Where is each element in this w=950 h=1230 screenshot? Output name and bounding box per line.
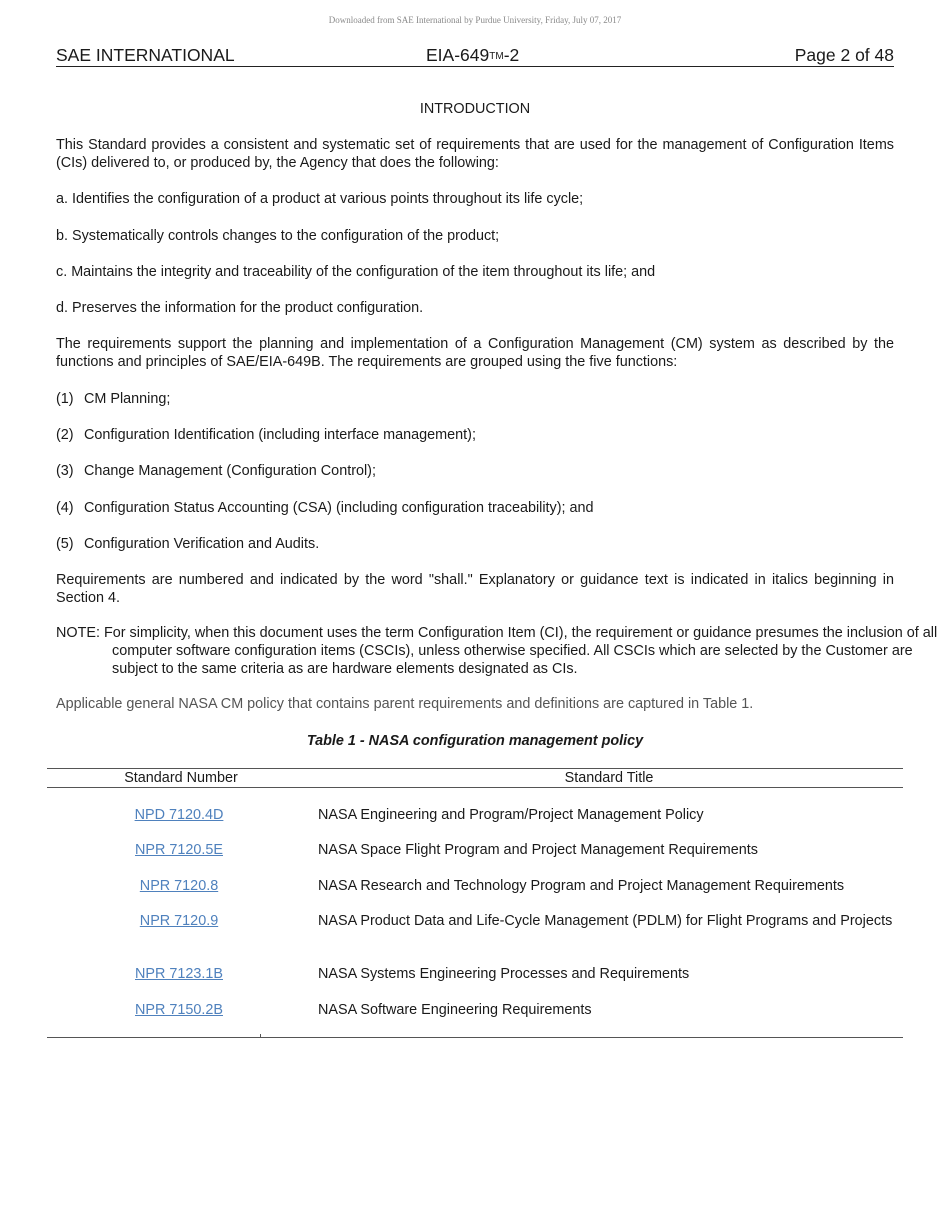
policy-table — [47, 768, 903, 1038]
standard-title: NASA Product Data and Life-Cycle Management (PDLM) for Flight Programs and Projects — [318, 913, 893, 929]
download-watermark: Downloaded from SAE International by Purdue University, Friday, July 07, 2017 — [328, 15, 622, 25]
function-item — [56, 499, 894, 517]
function-text: Configuration Verification and Audits. — [84, 536, 320, 552]
standard-title: NASA Engineering and Program/Project Management Policy — [318, 807, 704, 823]
shall-paragraph: Requirements are numbered and indicated by the word "shall." Explanatory or guidance text is indicated in italics beginning in Section 4. — [56, 572, 894, 606]
header-standard-number: Standard Number — [124, 770, 238, 786]
list-item-b: b. Systematically controls changes to the configuration of the product; — [56, 228, 500, 244]
standard-number-link[interactable]: NPD 7120.4D — [134, 807, 224, 823]
function-text: CM Planning; — [84, 391, 171, 407]
table-header-row — [47, 769, 903, 788]
function-item — [56, 390, 894, 408]
function-text: Configuration Identification (including interface management); — [84, 427, 476, 443]
list-item-a: a. Identifies the configuration of a product at various points throughout its life cycle; — [56, 191, 584, 207]
standard-number-link[interactable]: NPR 7123.1B — [135, 966, 223, 982]
function-number: (2) — [56, 427, 74, 443]
function-number: (4) — [56, 500, 74, 516]
standard-number-link[interactable]: NPR 7120.5E — [135, 842, 223, 858]
function-number: (5) — [56, 536, 74, 552]
standard-number-link[interactable]: NPR 7150.2B — [135, 1002, 223, 1018]
standard-title: NASA Space Flight Program and Project Management Requirements — [318, 842, 758, 858]
trademark-mark: TM — [489, 51, 504, 62]
function-number: (3) — [56, 463, 74, 479]
header-page-number: Page 2 of 48 — [794, 45, 894, 65]
intro-paragraph: This Standard provides a consistent and systematic set of requirements that are used for the management of Configuration Items (CIs) delivered to, or produced by, the Agency that does the following: — [56, 137, 894, 171]
requirements-paragraph: The requirements support the planning and implementation of a Configuration Management (CM) system as described by the functions and principles of SAE/EIA-649B. The requirements are grouped using the five functions: — [56, 336, 894, 370]
function-item — [56, 535, 894, 553]
header-org: SAE INTERNATIONAL — [56, 45, 235, 65]
column-divider-tick — [260, 1034, 261, 1038]
function-item — [56, 426, 894, 444]
standard-title: NASA Software Engineering Requirements — [318, 1002, 592, 1018]
doc-id-suffix: -2 — [503, 45, 520, 65]
function-text: Change Management (Configuration Control); — [84, 463, 376, 479]
standard-title: NASA Systems Engineering Processes and Requirements — [318, 966, 690, 982]
function-item — [56, 462, 894, 480]
standard-title: NASA Research and Technology Program and Project Management Requirements — [318, 878, 845, 894]
list-item-d: d. Preserves the information for the product configuration. — [56, 300, 424, 316]
header-doc-id — [426, 45, 519, 66]
function-number: (1) — [56, 391, 74, 407]
list-item-c: c. Maintains the integrity and traceability of the configuration of the item throughout its life; and — [56, 264, 656, 280]
header-standard-title: Standard Title — [564, 770, 654, 786]
section-heading: INTRODUCTION — [419, 101, 531, 117]
table-caption: Table 1 - NASA configuration management policy — [306, 733, 644, 749]
page-header — [56, 44, 894, 67]
function-text: Configuration Status Accounting (CSA) (including configuration traceability); and — [84, 500, 594, 516]
doc-id-main: EIA-649 — [426, 45, 490, 65]
standard-number-link[interactable]: NPR 7120.9 — [139, 913, 219, 929]
applicable-policy-paragraph: Applicable general NASA CM policy that contains parent requirements and definitions are captured in Table 1. — [56, 696, 754, 712]
note-paragraph: NOTE: For simplicity, when this document uses the term Configuration Item (CI), the requirement or guidance presumes the inclusion of all computer software configuration items (CSCIs), unless otherwise specified. All CSCIs which are selected by the Customer are subject to the same criteria as are hardware elements designated as CIs. — [56, 625, 938, 677]
standard-number-link[interactable]: NPR 7120.8 — [139, 878, 219, 894]
